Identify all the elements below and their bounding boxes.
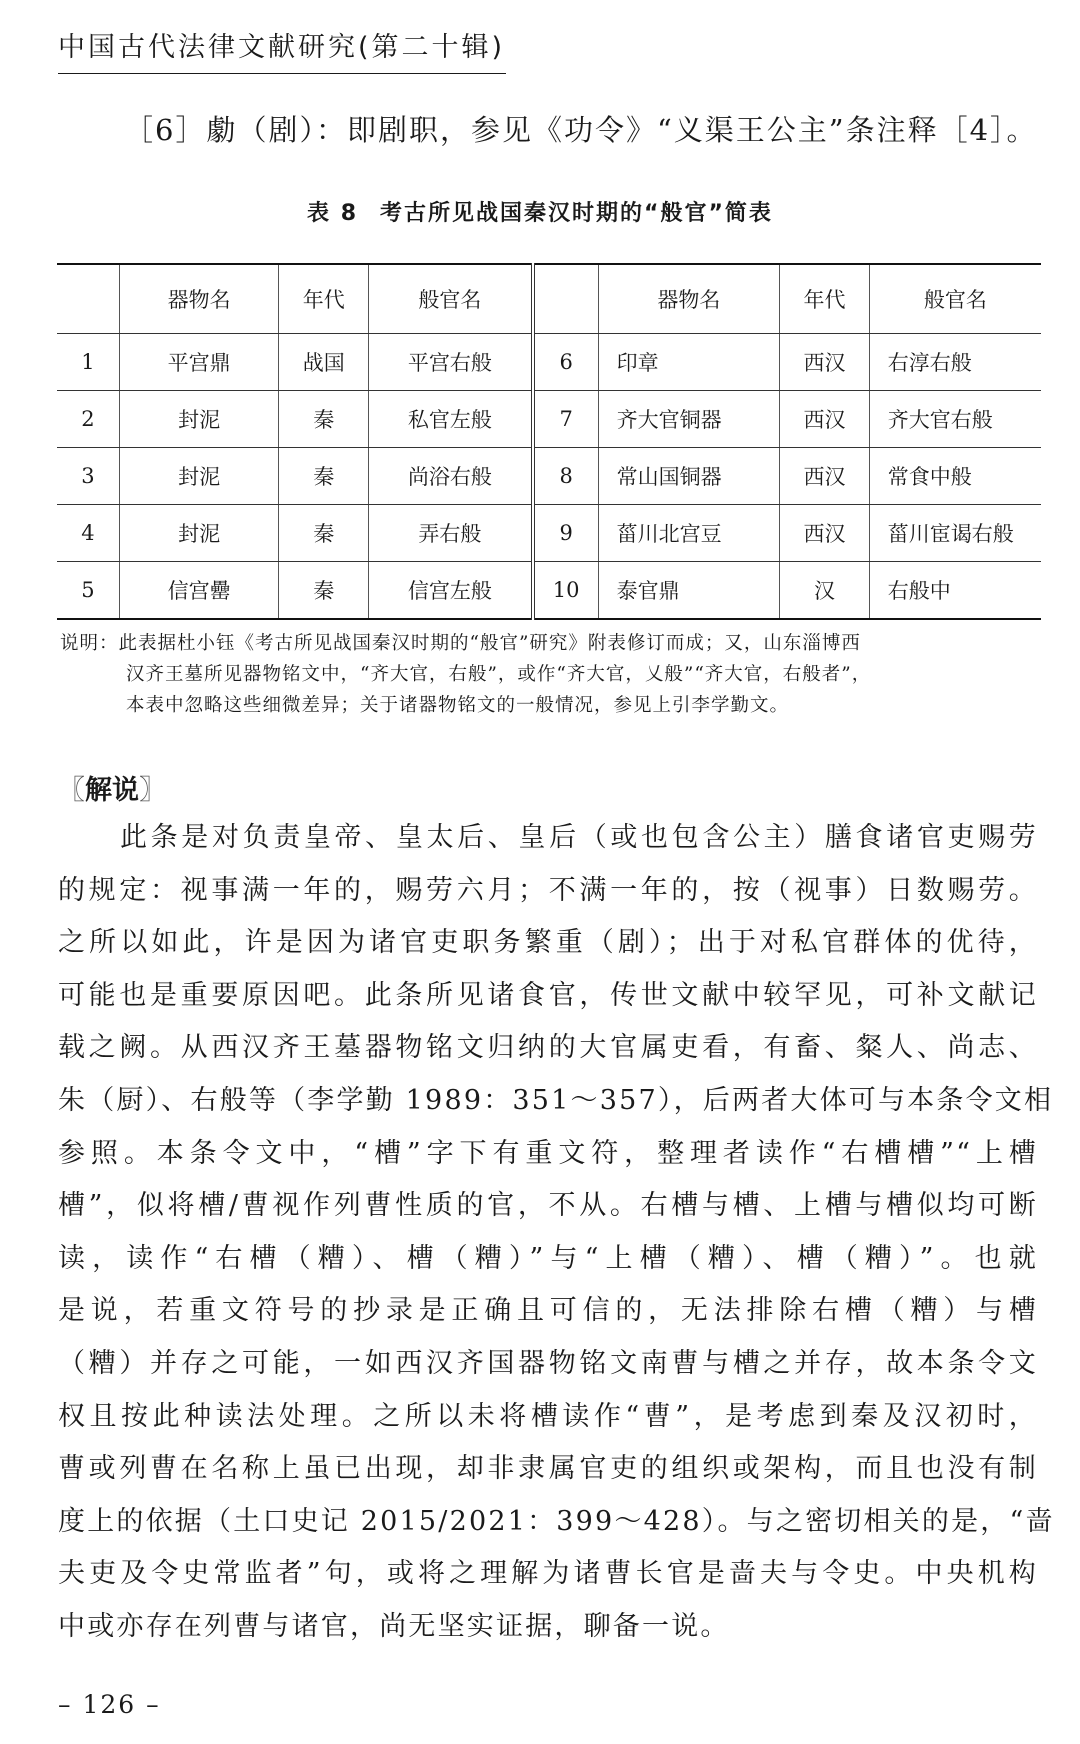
cell-item: 泰官鼎 bbox=[598, 562, 779, 620]
cell-official: 菑川宦谒右般 bbox=[869, 505, 1041, 562]
cell-era: 秦 bbox=[279, 562, 369, 620]
cell-item: 封泥 bbox=[119, 448, 279, 505]
cell-item: 封泥 bbox=[119, 505, 279, 562]
table-header-era: 年代 bbox=[279, 264, 369, 334]
commentary-body bbox=[58, 812, 1055, 1654]
cell-official: 常食中般 bbox=[869, 448, 1041, 505]
body-line: 槽”，似将槽/曹视作列曹性质的官，不从。右槽与槽、上槽与槽似均可断 bbox=[58, 1190, 1038, 1222]
table-row bbox=[57, 505, 1041, 562]
body-line: 权且按此种读法处理。之所以未将槽读作“曹”，是考虑到秦及汉初时， bbox=[58, 1400, 1038, 1432]
cell-official: 信宫左般 bbox=[369, 562, 533, 620]
table-row bbox=[57, 448, 1041, 505]
body-line: 可能也是重要原因吧。此条所见诸食官，传世文献中较罕见，可补文献记 bbox=[58, 979, 1038, 1011]
cell-official: 右淳右般 bbox=[869, 334, 1041, 391]
table-note-line: 汉齐王墓所见器物铭文中，“齐大官，右般”，或作“齐大官，乂般”“齐大官，右般者”， bbox=[126, 664, 872, 685]
cell-official: 平宫右般 bbox=[369, 334, 533, 391]
cell-era: 西汉 bbox=[780, 448, 870, 505]
cell-item: 平宫鼎 bbox=[119, 334, 279, 391]
footnote-6: ［6］勮（剧）：即剧职，参见《功令》“义渠王公主”条注释［4］。 bbox=[124, 113, 1038, 147]
table-note-line: 本表中忽略这些细微差异；关于诸器物铭文的一般情况，参见上引李学勤文。 bbox=[126, 695, 790, 716]
body-line: 参照。本条令文中，“槽”字下有重文符，整理者读作“右槽槽”“上槽 bbox=[58, 1137, 1038, 1169]
cell-number: 10 bbox=[533, 562, 599, 620]
table-header-official: 般官名 bbox=[369, 264, 533, 334]
section-heading-text: 解说 bbox=[85, 775, 139, 806]
page-number: – 126 – bbox=[58, 1690, 161, 1719]
table-row bbox=[57, 391, 1041, 448]
body-line: 的规定：视事满一年的，赐劳六月；不满一年的，按（视事）日数赐劳。 bbox=[58, 874, 1038, 906]
table-caption-number: 表 8 bbox=[307, 201, 359, 226]
cell-era: 战国 bbox=[279, 334, 369, 391]
cell-era: 西汉 bbox=[780, 334, 870, 391]
table-caption bbox=[0, 196, 1080, 227]
body-line: 载之阙。从西汉齐王墓器物铭文归纳的大官属吏看，有畜、粲人、尚志、 bbox=[58, 1032, 1038, 1064]
cell-era: 西汉 bbox=[780, 505, 870, 562]
body-line: 夫吏及令史常监者”句，或将之理解为诸曹长官是啬夫与令史。中央机构 bbox=[58, 1558, 1038, 1590]
body-line: 是说，若重文符号的抄录是正确且可信的，无法排除右槽（糟）与槽 bbox=[58, 1295, 1038, 1327]
section-heading bbox=[58, 768, 166, 807]
heading-bracket-close: 〗 bbox=[139, 775, 166, 806]
body-line: 朱（厨）、右般等（李学勤 1989：351～357），后两者大体可与本条令文相 bbox=[58, 1084, 1054, 1116]
cell-era: 汉 bbox=[780, 562, 870, 620]
table-header-number bbox=[57, 264, 119, 334]
running-header-title: 中国古代法律文献研究(第二十辑) bbox=[58, 32, 506, 63]
table-header-item: 器物名 bbox=[119, 264, 279, 334]
cell-number: 2 bbox=[57, 391, 119, 448]
cell-era: 西汉 bbox=[780, 391, 870, 448]
table-header-row bbox=[57, 264, 1041, 334]
cell-item: 菑川北宫豆 bbox=[598, 505, 779, 562]
table-8 bbox=[57, 263, 1041, 620]
cell-item: 齐大官铜器 bbox=[598, 391, 779, 448]
cell-official: 右般中 bbox=[869, 562, 1041, 620]
cell-item: 印章 bbox=[598, 334, 779, 391]
cell-era: 秦 bbox=[279, 391, 369, 448]
table-header-era: 年代 bbox=[780, 264, 870, 334]
table-row bbox=[57, 334, 1041, 391]
table-caption-text: 考古所见战国秦汉时期的“般官”简表 bbox=[380, 201, 773, 226]
cell-official: 私官左般 bbox=[369, 391, 533, 448]
cell-number: 3 bbox=[57, 448, 119, 505]
cell-official: 齐大官右般 bbox=[869, 391, 1041, 448]
cell-number: 8 bbox=[533, 448, 599, 505]
cell-item: 封泥 bbox=[119, 391, 279, 448]
cell-number: 1 bbox=[57, 334, 119, 391]
body-line: 中或亦存在列曹与诸官，尚无坚实证据，聊备一说。 bbox=[58, 1610, 730, 1642]
table-note bbox=[60, 628, 1044, 721]
table-header-item: 器物名 bbox=[598, 264, 779, 334]
body-line: 读，读作“右槽（糟）、槽（糟）”与“上槽（糟）、槽（糟）”。也就 bbox=[58, 1242, 1038, 1274]
header-rule bbox=[58, 73, 506, 74]
table-note-line: 说明：此表据杜小钰《考古所见战国秦汉时期的“般官”研究》附表修订而成；又，山东淄博西 bbox=[60, 633, 861, 654]
cell-number: 7 bbox=[533, 391, 599, 448]
cell-number: 6 bbox=[533, 334, 599, 391]
body-line: 度上的依据（土口史记 2015/2021：399～428）。与之密切相关的是，“啬 bbox=[58, 1505, 1055, 1537]
cell-number: 9 bbox=[533, 505, 599, 562]
cell-number: 5 bbox=[57, 562, 119, 620]
body-line: 之所以如此，许是因为诸官吏职务繁重（剧）；出于对私官群体的优待， bbox=[58, 927, 1038, 959]
heading-bracket-open: 〖 bbox=[58, 775, 85, 806]
table-header-number bbox=[533, 264, 599, 334]
table-header-official: 般官名 bbox=[869, 264, 1041, 334]
running-header bbox=[58, 28, 506, 74]
cell-item: 常山国铜器 bbox=[598, 448, 779, 505]
table-row bbox=[57, 562, 1041, 620]
cell-item: 信宫罍 bbox=[119, 562, 279, 620]
body-line: 曹或列曹在名称上虽已出现，却非隶属官吏的组织或架构，而且也没有制 bbox=[58, 1453, 1038, 1485]
cell-official: 弄右般 bbox=[369, 505, 533, 562]
body-line: 此条是对负责皇帝、皇太后、皇后（或也包含公主）膳食诸官吏赐劳 bbox=[120, 822, 1038, 853]
cell-official: 尚浴右般 bbox=[369, 448, 533, 505]
cell-era: 秦 bbox=[279, 505, 369, 562]
cell-number: 4 bbox=[57, 505, 119, 562]
cell-era: 秦 bbox=[279, 448, 369, 505]
body-line: （糟）并存之可能，一如西汉齐国器物铭文南曹与槽之并存，故本条令文 bbox=[58, 1347, 1038, 1379]
